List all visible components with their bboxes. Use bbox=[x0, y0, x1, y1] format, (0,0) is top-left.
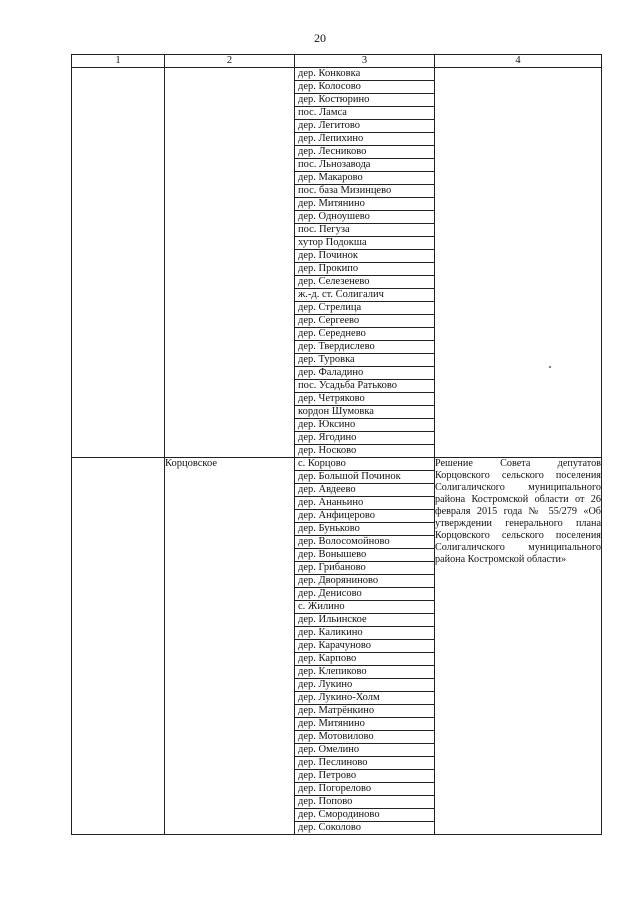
decision-cell bbox=[435, 458, 602, 835]
settlement-item: дер. Дворяниново bbox=[295, 575, 434, 588]
cell-col-2 bbox=[165, 68, 295, 458]
settlement-item: дер. Соколово bbox=[298, 822, 362, 833]
settlement-item: дер. Сергеево bbox=[295, 315, 434, 328]
settlement-item: дер. Одноушево bbox=[295, 211, 434, 224]
municipality-name: Корцовское bbox=[165, 458, 295, 835]
settlement-item: пос. Ламса bbox=[295, 107, 434, 120]
settlement-item: дер. Вонышево bbox=[295, 549, 434, 562]
cell-col-1 bbox=[72, 458, 165, 835]
settlement-item: дер. Большой Починок bbox=[295, 471, 434, 484]
table-header bbox=[72, 55, 602, 68]
settlement-item: дер. Денисово bbox=[295, 588, 434, 601]
settlement-list-block-2 bbox=[295, 458, 434, 834]
settlement-item: дер. Прокипо bbox=[295, 263, 434, 276]
settlement-item: дер. Авдеево bbox=[295, 484, 434, 497]
settlement-item: пос. база Мизинцево bbox=[295, 185, 434, 198]
settlement-item: дер. Митянино bbox=[295, 198, 434, 211]
settlement-item: дер. Лесниково bbox=[295, 146, 434, 159]
cell-col-1 bbox=[72, 68, 165, 458]
settlement-item: дер. Лепихино bbox=[295, 133, 434, 146]
settlement-item: дер. Твердислево bbox=[295, 341, 434, 354]
settlement-item: пос. Льнозавода bbox=[295, 159, 434, 172]
settlement-item: дер. Митянино bbox=[295, 718, 434, 731]
settlement-item: дер. Ананьино bbox=[295, 497, 434, 510]
settlement-item: дер. Грибаново bbox=[295, 562, 434, 575]
header-col-3: 3 bbox=[295, 55, 435, 68]
settlement-item: дер. Клепиково bbox=[295, 666, 434, 679]
settlement-item: дер. Стрелица bbox=[295, 302, 434, 315]
settlement-item: дер. Лукино bbox=[295, 679, 434, 692]
settlement-item: дер. Омелино bbox=[295, 744, 434, 757]
settlement-item: дер. Буньково bbox=[295, 523, 434, 536]
settlement-item: с. Корцово bbox=[295, 458, 434, 471]
settlement-item: дер. Юксино bbox=[295, 419, 434, 432]
settlement-item: дер. Анфицерово bbox=[295, 510, 434, 523]
header-col-2: 2 bbox=[165, 55, 295, 68]
settlement-item: дер. Селезенево bbox=[295, 276, 434, 289]
settlement-item: пос. Усадьба Ратьково bbox=[295, 380, 434, 393]
settlement-item: дер. Костюрино bbox=[295, 94, 434, 107]
settlement-item: дер. Макарово bbox=[295, 172, 434, 185]
header-col-1: 1 bbox=[72, 55, 165, 68]
settlement-item: дер. Петрово bbox=[295, 770, 434, 783]
settlement-item: дер. Карпово bbox=[295, 653, 434, 666]
settlement-item: дер. Лукино-Холм bbox=[295, 692, 434, 705]
settlement-item: дер. Середнево bbox=[295, 328, 434, 341]
settlement-item: дер. Попово bbox=[295, 796, 434, 809]
settlement-item: дер. Каликино bbox=[295, 627, 434, 640]
cell-col-4 bbox=[435, 68, 602, 458]
cell-settlements bbox=[295, 458, 435, 835]
page-number: 20 bbox=[314, 31, 326, 45]
settlement-list-block-1 bbox=[295, 68, 434, 457]
settlement-item: с. Жилино bbox=[295, 601, 434, 614]
header-col-4: 4 bbox=[435, 55, 602, 68]
table-row-block-2 bbox=[72, 458, 602, 835]
settlement-item: дер. Колосово bbox=[295, 81, 434, 94]
settlement-item: дер. Легитово bbox=[295, 120, 434, 133]
settlement-item: дер. Фаладино bbox=[295, 367, 434, 380]
settlement-item: дер. Туровка bbox=[295, 354, 434, 367]
cell-settlements bbox=[295, 68, 435, 458]
table-row-block-1 bbox=[72, 68, 602, 458]
settlement-item: дер. Ягодино bbox=[295, 432, 434, 445]
settlement-item: дер. Смородиново bbox=[295, 809, 434, 822]
settlement-item: ж.-д. ст. Солигалич bbox=[295, 289, 434, 302]
decision-text: Решение Совета депутатов Корцовского сельского поселения Солигаличского муниципального района Костромской области от 26 февраля 2015 года № 55/279 «Об утверждении генерального плана Корцовского сельского поселения Солигаличского муниципального района Костромской области» bbox=[435, 458, 601, 565]
settlement-item: дер. Волосомойново bbox=[295, 536, 434, 549]
scan-speck bbox=[549, 366, 551, 368]
settlement-item: дер. Конковка bbox=[295, 68, 434, 81]
settlement-item: дер. Погорелово bbox=[295, 783, 434, 796]
settlement-item: дер. Песлиново bbox=[295, 757, 434, 770]
settlement-item: дер. Матрёнкино bbox=[295, 705, 434, 718]
settlement-item: дер. Карачуново bbox=[295, 640, 434, 653]
settlement-item: пос. Пегуза bbox=[295, 224, 434, 237]
settlement-item: дер. Четряково bbox=[295, 393, 434, 406]
settlement-item: дер. Ильинское bbox=[295, 614, 434, 627]
settlement-item: кордон Шумовка bbox=[295, 406, 434, 419]
settlement-item: дер. Носково bbox=[298, 445, 357, 456]
settlement-item: дер. Починок bbox=[295, 250, 434, 263]
settlements-table bbox=[71, 54, 602, 835]
settlement-item: дер. Мотовилово bbox=[295, 731, 434, 744]
settlement-item: хутор Подокша bbox=[295, 237, 434, 250]
